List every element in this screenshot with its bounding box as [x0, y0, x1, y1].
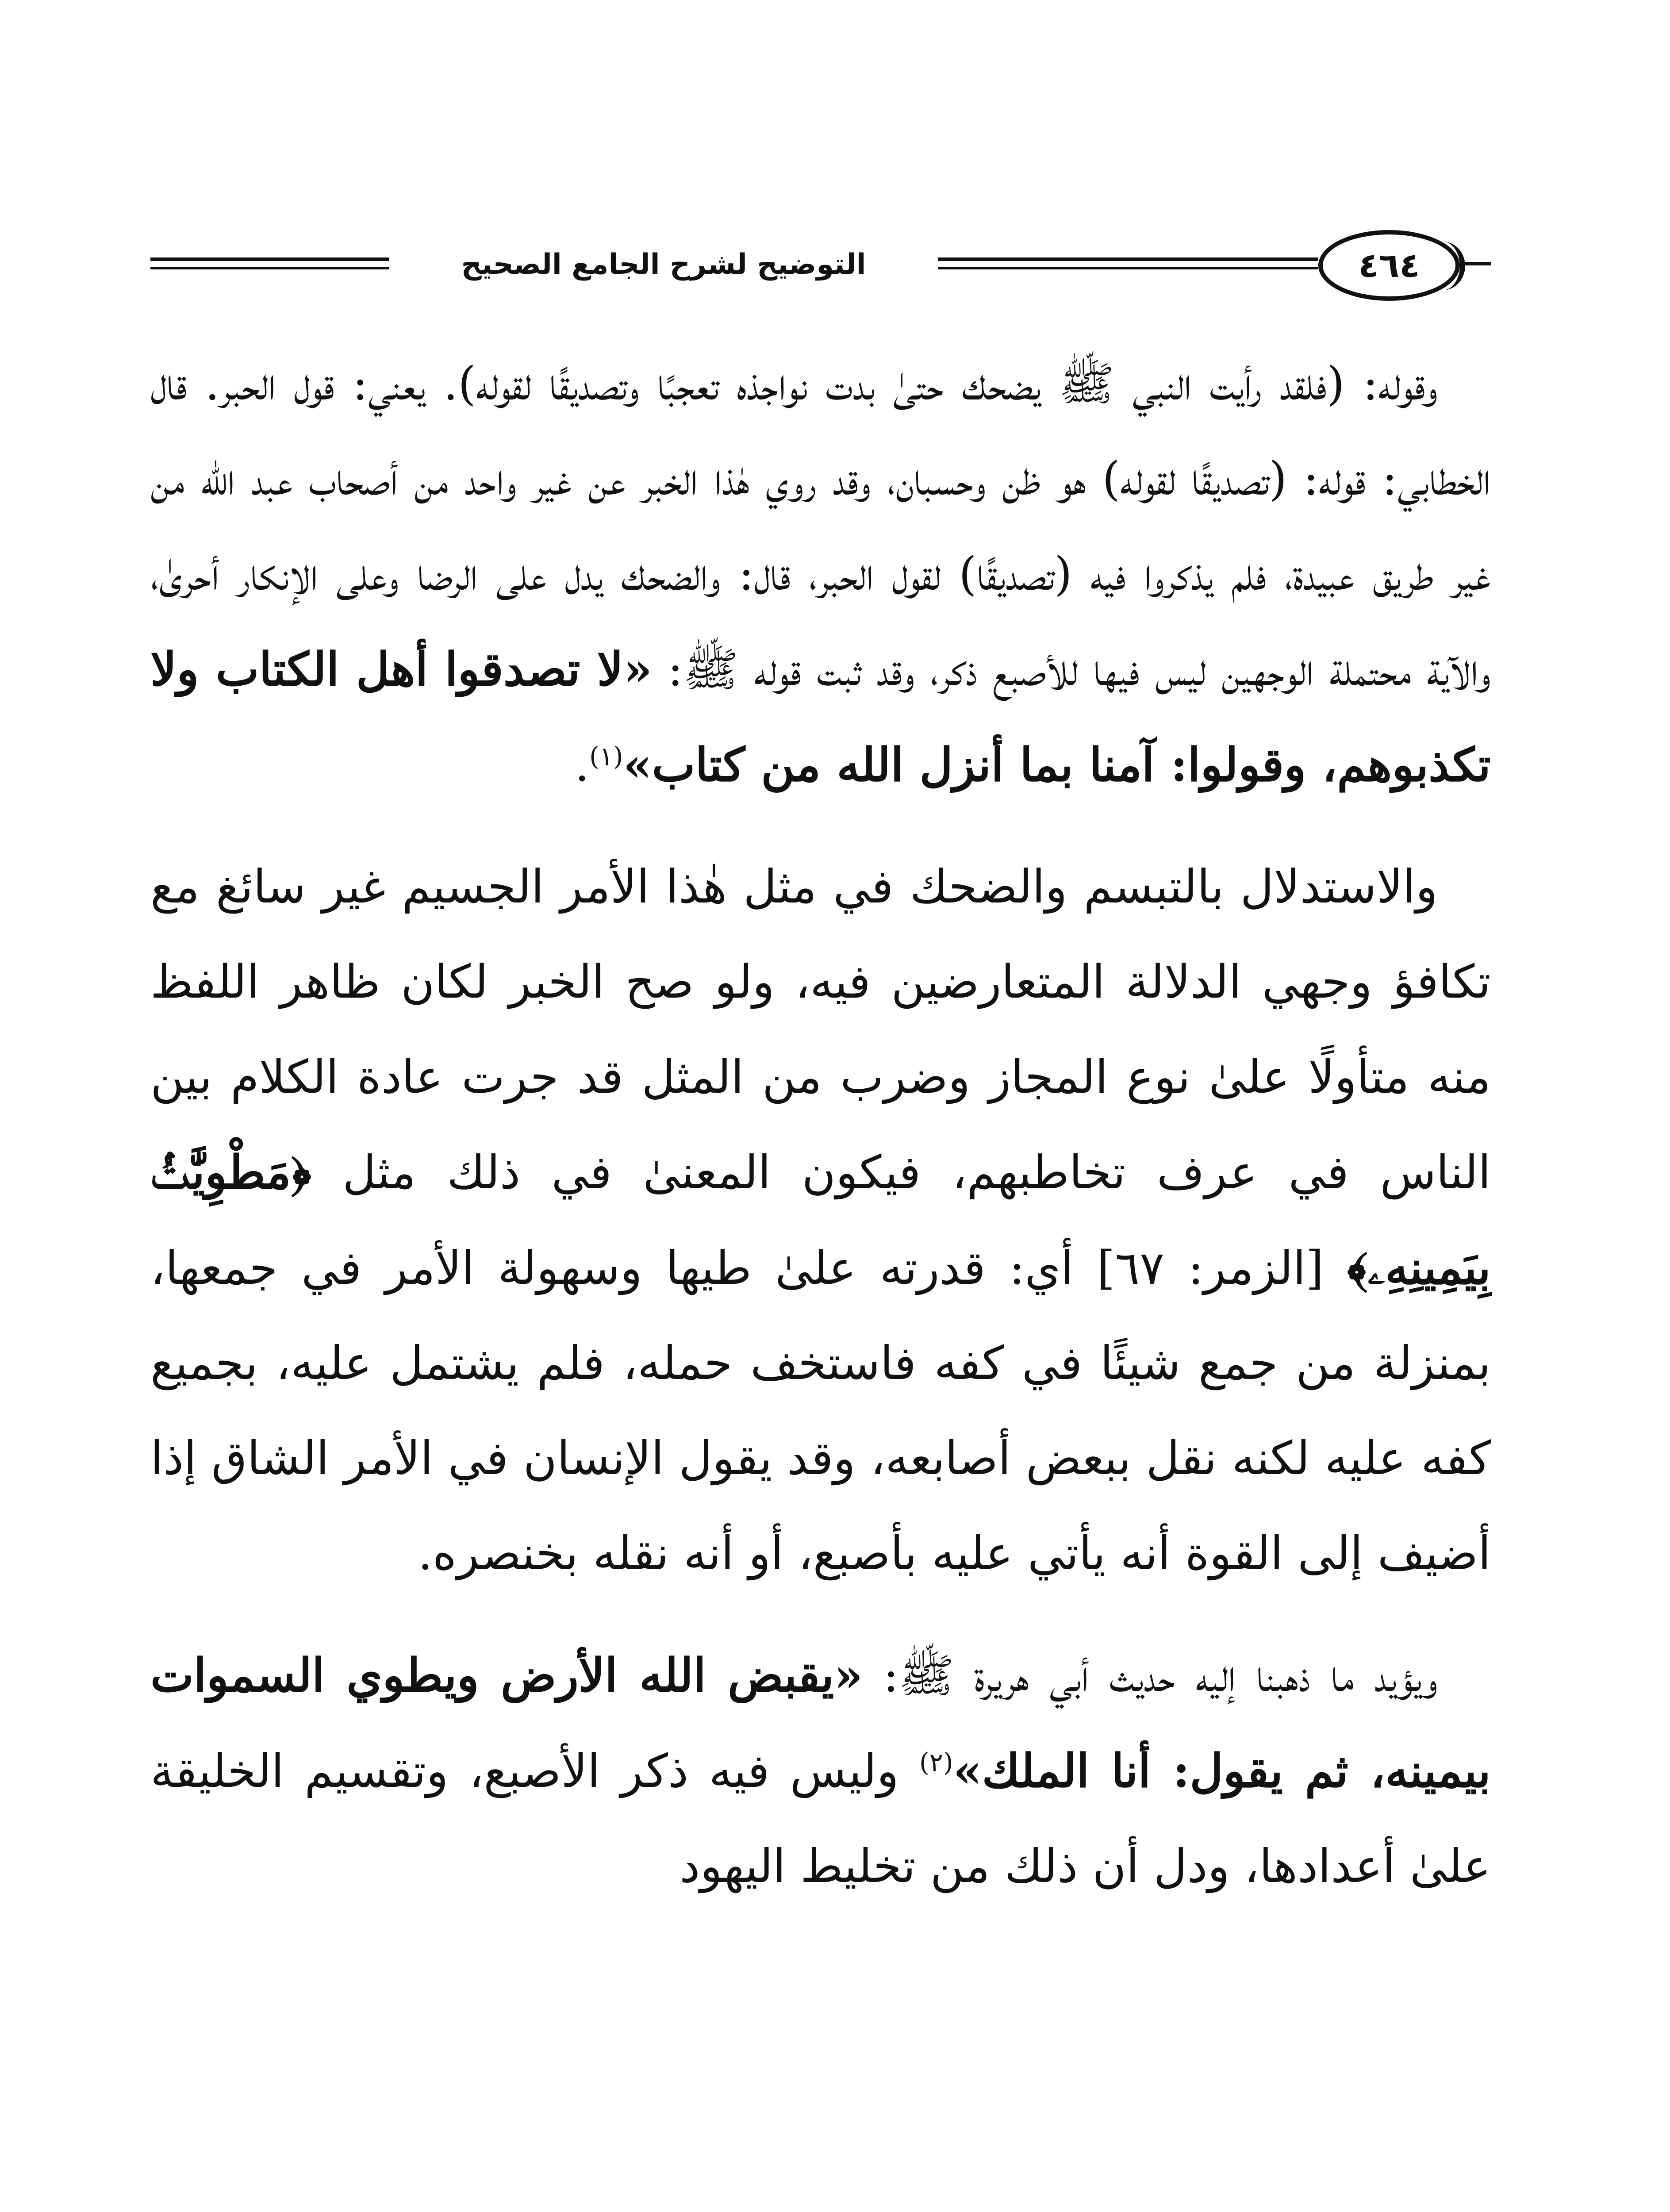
page-number: ٤٦٤ [1358, 246, 1420, 285]
header-rule-middle-2 [938, 267, 1318, 269]
text-run: [الزمر: ٦٧] أي: قدرته علىٰ طيها وسهولة الأمر في جمعها، بمنزلة من جمع شيئًا في كفه فاستخف حمله، فلم يشتمل عليه، بجميع كفه عليه لكنه نقل ببعض أصابعه، وقد يقول الإنسان في الأمر الشاق إذا أضيف إلى القوة أنه يأتي عليه بأصبع، أو أنه نقله بخنصره. [150, 1241, 1491, 1580]
header-rule-left [150, 257, 389, 261]
header-rule-middle [938, 257, 1318, 261]
text-run: ويؤيد ما ذهبنا إليه حديث أبي هريرة ﷺ: [863, 1648, 1438, 1702]
text-run: . [575, 738, 590, 792]
footnote-ref-1: (١) [589, 741, 623, 772]
header-rule-left-2 [150, 267, 389, 269]
hadith-quote: «لا تصدقوا أهل الكتاب ولا تكذبوهم، وقولوا: آمنا بما أنزل الله من كتاب» [150, 642, 1491, 792]
paragraph-1 [150, 336, 1491, 813]
paragraph-2 [150, 839, 1491, 1601]
page-number-ornament [1318, 230, 1460, 301]
main-text [150, 336, 1491, 1940]
text-run: والاستدلال بالتبسم والضحك في مثل هٰذا الأمر الجسيم غير سائغ مع تكافؤ وجهي الدلالة المتعارضين فيه، ولو صح الخبر لكان ظاهر اللفظ منه متأولًا علىٰ نوع المجاز وضرب من المثل قد جرت عادة الكلام بين الناس في عرف تخاطبهم، فيكون المعنىٰ في ذلك مثل [150, 860, 1491, 1199]
footnote-ref-2: (٢) [919, 1747, 953, 1778]
quran-quote: ﴿مَطْوِيَّٰتُۢ بِيَمِينِهِۦ﴾ [150, 1145, 1491, 1295]
hadith-quote: «يقبض الله الأرض ويطوي السموات بيمينه، ثم يقول: أنا الملك» [150, 1648, 1491, 1798]
page-header [150, 221, 1491, 319]
text-run: وليس فيه ذكر الأصبع، وتقسيم الخليقة علىٰ أعدادها، ودل أن ذلك من تخليط اليهود [150, 1744, 1491, 1893]
running-title: التوضيح لشرح الجامع الصحيح [461, 248, 866, 281]
text-run: وقوله: (فلقد رأيت النبي ﷺ يضحك حتىٰ بدت نواجذه تعجبًا وتصديقًا لقوله). يعني: قول الحبر. قال الخطابي: قوله: (تصديقًا لقوله) هو ظن وحسبان، وقد روي هٰذا الخبر عن غير واحد من أصحاب عبد الله من غير طريق عبيدة، فلم يذكروا فيه (تصديقًا) لقول الحبر، قال: والضحك يدل على الرضا وعلى الإنكار أحرىٰ، والآية محتملة الوجهين ليس فيها للأصبع ذكر، وقد ثبت قوله ﷺ: [150, 357, 1491, 696]
paragraph-3 [150, 1628, 1491, 1914]
